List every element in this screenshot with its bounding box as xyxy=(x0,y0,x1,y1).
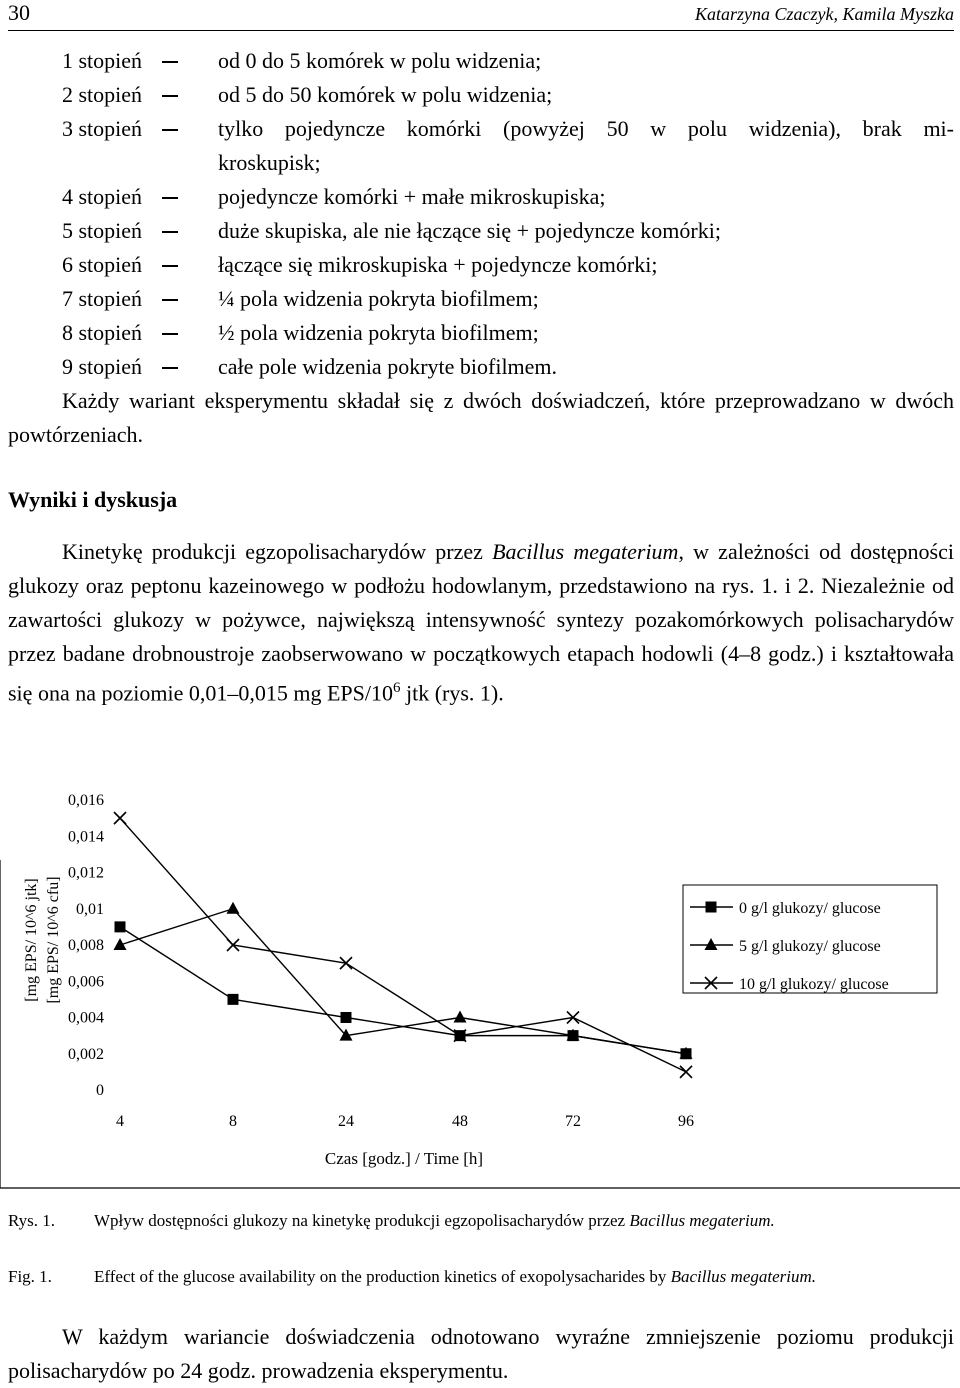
x-tick-label: 8 xyxy=(229,1113,237,1130)
legend-label: 0 g/l glukozy/ glucose xyxy=(739,900,881,917)
degree-item xyxy=(8,316,954,350)
y-tick-label: 0,012 xyxy=(68,864,104,882)
degree-level: 6 stopień xyxy=(62,252,143,277)
data-point-series-3 xyxy=(680,1066,692,1078)
degree-list xyxy=(8,44,954,384)
dash xyxy=(140,248,218,282)
caption-organism: Bacillus megaterium. xyxy=(670,1267,816,1286)
paragraph-results: Kinetykę produkcji egzopolisacharydów przez Bacillus megaterium, w zależności od dostępności glukozy oraz peptonu kazeinowego w podłożu hodowlanym, przedstawiono na rys. 1. i 2. Niezależnie od zawartości glukozy w pożywce, największą intensywność syntezy pozakomórkowych polisacharydów przez badane drobnoustroje zaobserwowano w początkowych etapach hodowli (4–8 godz.) i kształtowała się ona na poziomie 0,01–0,015 mg EPS/$10^6$ jtk (rys. 1). xyxy=(8,539,955,706)
degree-level: 2 stopień xyxy=(62,82,143,107)
y-tick-label: 0,008 xyxy=(68,937,104,954)
caption-organism: Bacillus megaterium. xyxy=(629,1211,775,1230)
degree-description: całe pole widzenia pokryte biofilmem. xyxy=(218,354,558,379)
degree-item xyxy=(8,112,954,146)
dash xyxy=(140,282,218,316)
caption-label: Fig. 1. xyxy=(8,1267,52,1286)
legend-label: 5 g/l glukozy/ glucose xyxy=(739,938,881,955)
dash xyxy=(140,350,218,384)
y-axis-label: [mg EPS/ 10^6 jtk] xyxy=(23,878,40,1002)
degree-level: 9 stopień xyxy=(62,354,143,379)
x-tick-label: 48 xyxy=(452,1113,468,1130)
degree-item xyxy=(8,214,954,248)
y-axis-label-secondary: [mg EPS/ 10^6 cfu] xyxy=(45,876,62,1004)
section-title: Wyniki i dyskusja xyxy=(8,487,178,512)
degree-item xyxy=(8,350,954,384)
y-tick-label: 0,006 xyxy=(68,973,104,991)
degree-description: pojedyncze komórki + małe mikroskupiska; xyxy=(218,184,606,209)
degree-level: 4 stopień xyxy=(62,184,143,209)
y-tick-label: 0,014 xyxy=(68,828,104,846)
degree-level: 3 stopień xyxy=(62,116,143,141)
degree-level: 5 stopień xyxy=(62,218,143,243)
data-point-series-1 xyxy=(228,994,239,1005)
dash xyxy=(140,44,218,78)
legend-label: 10 g/l glukozy/ glucose xyxy=(739,976,889,993)
degree-description: łączące się mikroskupiska + pojedyncze komórki; xyxy=(218,252,658,277)
superscript: 6 xyxy=(392,680,401,696)
y-tick-label: 0,002 xyxy=(68,1045,104,1063)
x-tick-label: 96 xyxy=(678,1113,694,1130)
degree-level: 8 stopień xyxy=(62,320,143,345)
caption-english: Fig. 1. Effect of the glucose availability on the production kinetics of exopolysacharides by Bacillus megaterium. xyxy=(8,1263,954,1290)
legend-marker xyxy=(706,902,717,913)
running-header xyxy=(8,0,954,31)
page-number: 30 xyxy=(8,0,30,25)
degree-item xyxy=(8,282,954,316)
caption-polish: Rys. 1. Wpływ dostępności glukozy na kinetykę produkcji egzopolisacharydów przez Bacillus megaterium. xyxy=(8,1207,954,1234)
y-tick-label: 0 xyxy=(96,1082,104,1099)
data-point-series-2 xyxy=(454,1011,467,1023)
dash xyxy=(140,316,218,350)
data-point-series-1 xyxy=(115,921,126,932)
x-tick-label: 4 xyxy=(116,1113,124,1130)
x-tick-label: 72 xyxy=(565,1113,581,1130)
degree-level: 1 stopień xyxy=(62,48,143,73)
degree-description: duże skupiska, ale nie łączące się + pojedyncze komórki; xyxy=(218,218,721,243)
x-axis-label: Czas [godz.] / Time [h] xyxy=(324,1149,484,1168)
degree-item xyxy=(8,248,954,282)
degree-description: kroskupisk; xyxy=(218,150,321,175)
degree-item-continuation xyxy=(8,146,954,180)
dash xyxy=(140,180,218,214)
degree-item xyxy=(8,44,954,78)
running-header-authors: Katarzyna Czaczyk, Kamila Myszka xyxy=(695,4,954,24)
chart-figure-1 xyxy=(0,760,960,1200)
degree-description: ¼ pola widzenia pokryta biofilmem; xyxy=(218,286,539,311)
paragraph-experiment: Każdy wariant eksperymentu składał się z dwóch doświadczeń, które przeprowadzano w dwóch powtórzeniach. xyxy=(8,388,954,447)
degree-description: tylko pojedyncze komórki (powyżej 50 w polu widzenia), brak mi- xyxy=(218,116,954,141)
series-line-1 xyxy=(120,927,686,1054)
degree-level: 7 stopień xyxy=(62,286,143,311)
paragraph-final: W każdym wariancie doświadczenia odnotowano wyraźne zmniejszenie poziomu produkcji polisacharydów po 24 godz. prowadzenia eksperymentu. xyxy=(8,1324,954,1383)
series-line-3 xyxy=(120,818,686,1072)
data-point-series-3 xyxy=(114,812,126,824)
dash xyxy=(140,78,218,112)
data-point-series-1 xyxy=(341,1012,352,1023)
degree-description: od 5 do 50 komórek w polu widzenia; xyxy=(218,82,553,107)
y-tick-label: 0,016 xyxy=(68,792,104,809)
y-tick-label: 0,01 xyxy=(76,900,104,918)
caption-label: Rys. 1. xyxy=(8,1211,56,1230)
dash xyxy=(140,112,218,146)
x-tick-label: 24 xyxy=(338,1113,354,1130)
organism-name: Bacillus megaterium xyxy=(492,539,679,564)
degree-description: ½ pola widzenia pokryta biofilmem; xyxy=(218,320,539,345)
y-tick-label: 0,004 xyxy=(68,1009,104,1027)
degree-item xyxy=(8,180,954,214)
degree-description: od 0 do 5 komórek w polu widzenia; xyxy=(218,48,542,73)
line-chart xyxy=(0,760,960,1200)
degree-item xyxy=(8,78,954,112)
dash xyxy=(140,214,218,248)
data-point-series-2 xyxy=(227,902,240,914)
